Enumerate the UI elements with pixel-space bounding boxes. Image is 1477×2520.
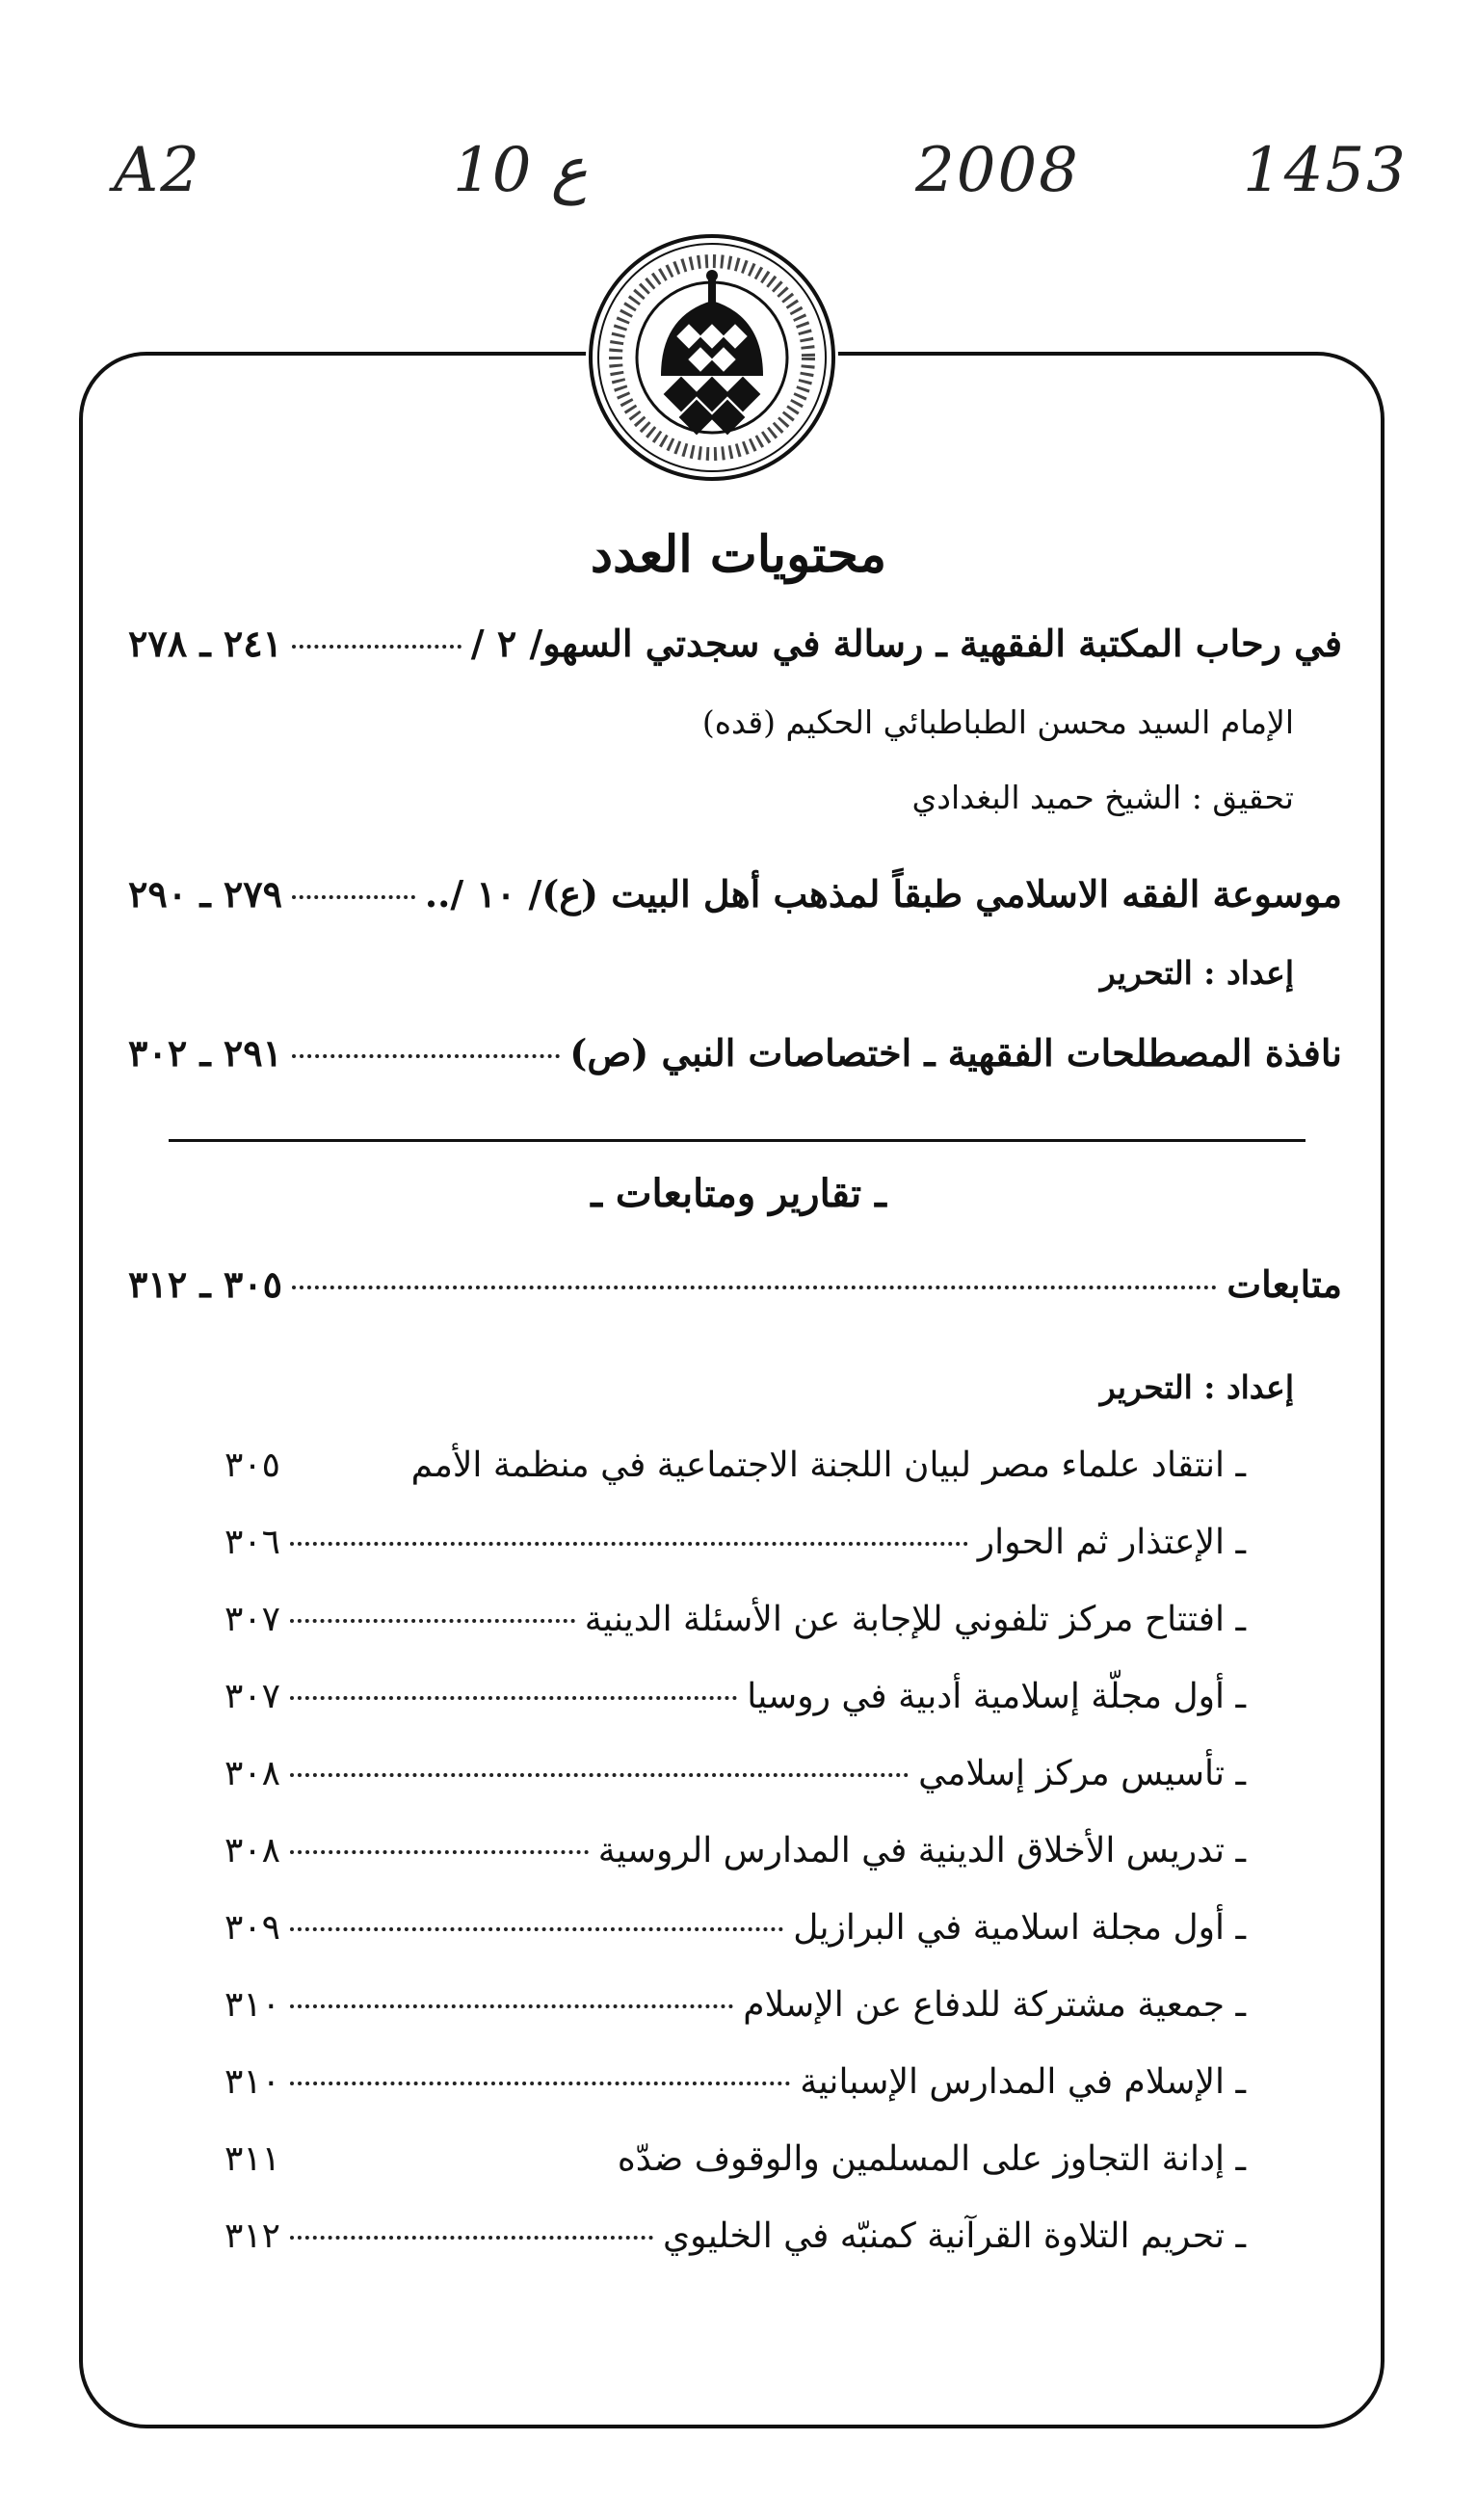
list-item: [224, 1677, 1246, 1754]
list-item: [224, 2062, 1246, 2139]
dot-leader: [292, 895, 415, 899]
toc-entry: [128, 622, 1342, 665]
dot-leader: [292, 1286, 1217, 1289]
seal-emblem-icon: [586, 231, 838, 484]
item-page: ٣٠٦: [224, 1523, 281, 1562]
entry-editor: تحقيق : الشيخ حميد البغدادي: [911, 779, 1294, 816]
handwritten-note-d: 1453: [1243, 135, 1408, 206]
entry-pages: ٢٧٩ ـ ٢٩٠: [128, 872, 283, 915]
item-title: ـ افتتاح مركز تلفوني للإجابة عن الأسئلة الدينية: [584, 1600, 1246, 1639]
item-title: ـ تأسيس مركز إسلامي: [918, 1754, 1246, 1793]
entry-title: متابعات: [1226, 1262, 1342, 1306]
dot-leader: [290, 1619, 575, 1623]
item-title: ـ جمعية مشتركة للدفاع عن الإسلام: [743, 1985, 1246, 2025]
dot-leader: [292, 645, 462, 649]
list-item: [224, 1908, 1246, 1985]
entry-pages: ٢٤١ ـ ٢٧٨: [128, 622, 283, 665]
dot-leader: [290, 1465, 402, 1469]
dot-leader: [290, 1542, 968, 1546]
handwritten-note-a: A2: [114, 135, 201, 206]
list-item: [224, 1754, 1246, 1831]
item-page: ٣٠٥: [224, 1446, 281, 1485]
item-title: ـ تدريس الأخلاق الدينية في المدارس الروسية: [597, 1831, 1246, 1870]
item-page: ٣٠٨: [224, 1754, 281, 1793]
followups-prepared-by: إعداد : التحرير: [1099, 1368, 1294, 1406]
toc-entry-followups: [128, 1262, 1342, 1306]
page-title: محتويات العدد: [590, 525, 887, 584]
section-divider: [169, 1139, 1306, 1142]
item-page: ٣٠٩: [224, 1908, 281, 1948]
entry-pages: ٢٩١ ـ ٣٠٢: [128, 1031, 283, 1074]
dot-leader: [290, 2082, 790, 2085]
toc-entry: [128, 872, 1342, 915]
handwritten-note-b: 10 ع: [453, 135, 588, 206]
dot-leader: [290, 1850, 589, 1854]
entry-title: نافذة المصطلحات الفقهية ـ اختصاصات النبي (ص): [569, 1031, 1342, 1074]
dot-leader: [292, 1054, 560, 1058]
item-title: ـ الإعتذار ثم الحوار: [977, 1523, 1246, 1562]
institution-seal: [586, 231, 838, 484]
entry-pages: ٣٠٥ ـ ٣١٢: [128, 1262, 283, 1306]
dot-leader: [290, 1773, 909, 1777]
list-item: [224, 1985, 1246, 2062]
item-page: ٣٠٧: [224, 1600, 281, 1639]
item-title: ـ إدانة التجاوز على المسلمين والوقوف ضدّه: [617, 2139, 1246, 2179]
item-page: ٣١٠: [224, 1985, 281, 2025]
item-page: ٣١٠: [224, 2062, 281, 2102]
item-title: ـ أول مجلّة إسلامية أدبية في روسيا: [747, 1677, 1246, 1716]
list-item: [224, 1831, 1246, 1908]
list-item: [224, 2216, 1246, 2294]
section-heading: ـ تقارير ومتابعات ـ: [591, 1171, 886, 1216]
entry-title: في رحاب المكتبة الفقهية ـ رسالة في سجدتي السهو/ ٢ /: [470, 622, 1342, 665]
dot-leader: [290, 1696, 737, 1700]
item-page: ٣٠٧: [224, 1677, 281, 1716]
entry-author: الإمام السيد محسن الطباطبائي الحكيم (قده): [701, 703, 1294, 741]
dot-leader: [290, 2236, 653, 2240]
item-title: ـ أول مجلة اسلامية في البرازيل: [793, 1908, 1246, 1948]
item-page: ٣١٢: [224, 2216, 281, 2256]
list-item: [224, 2139, 1246, 2216]
item-title: ـ تحريم التلاوة القرآنية كمنبّه في الخليوي: [662, 2216, 1246, 2256]
list-item: [224, 1523, 1246, 1600]
entry-prepared-by: إعداد : التحرير: [1099, 954, 1294, 992]
followups-list: [224, 1446, 1246, 2294]
dot-leader: [290, 2004, 733, 2008]
item-page: ٣١١: [224, 2139, 281, 2179]
item-title: ـ انتقاد علماء مصر لبيان اللجنة الاجتماعية في منظمة الأمم: [410, 1446, 1246, 1485]
entry-title: موسوعة الفقه الاسلامي طبقاً لمذهب أهل البيت (ع)/ ١٠ /..: [424, 872, 1342, 915]
toc-entry: [128, 1031, 1342, 1074]
handwritten-note-c: 2008: [915, 135, 1080, 206]
list-item: [224, 1600, 1246, 1677]
list-item: [224, 1446, 1246, 1523]
dot-leader: [290, 2159, 608, 2162]
item-title: ـ الإسلام في المدارس الإسبانية: [800, 2062, 1246, 2102]
dot-leader: [290, 1927, 783, 1931]
item-page: ٣٠٨: [224, 1831, 281, 1870]
